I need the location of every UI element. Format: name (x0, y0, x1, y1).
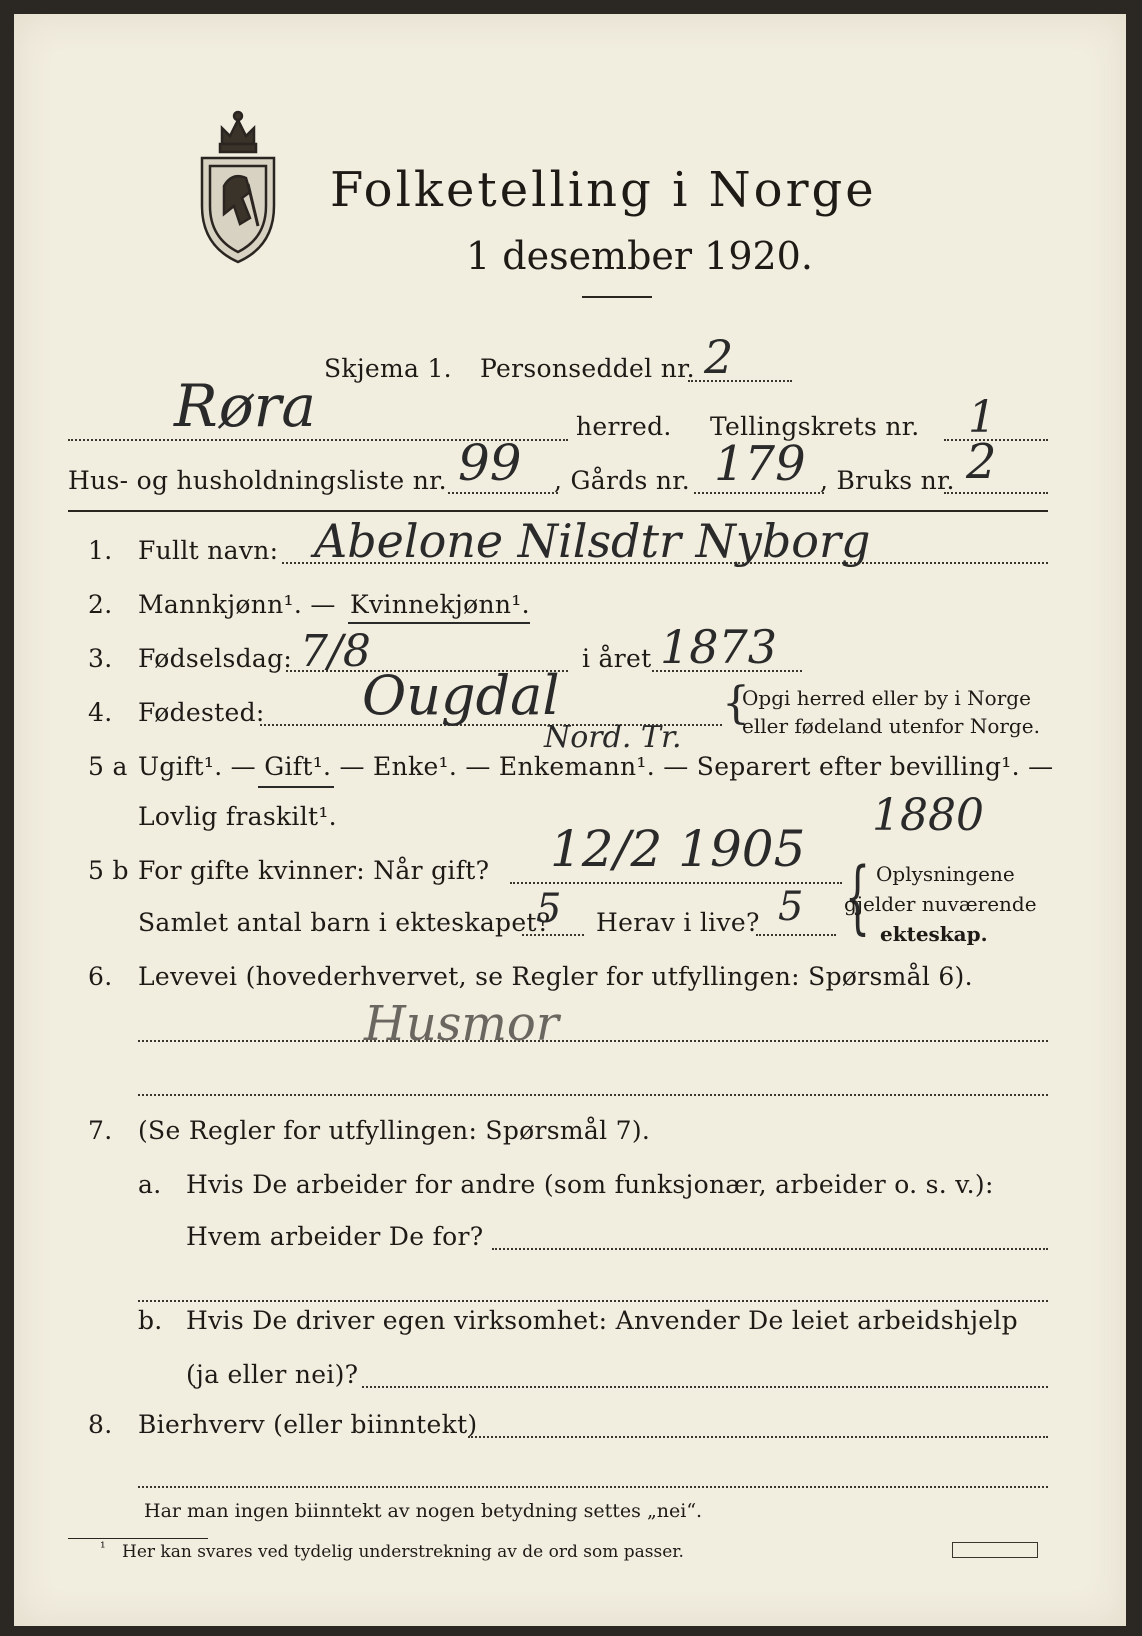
occupation-field[interactable] (138, 1040, 1048, 1042)
birthplace-brace: { (722, 678, 750, 729)
employer-label: Hvem arbeider De for? (186, 1222, 484, 1251)
q2-number: 2. (88, 590, 113, 619)
female-underline (348, 622, 530, 624)
header-rule (68, 510, 1048, 512)
occupation-field-2[interactable] (138, 1094, 1048, 1096)
q7-number: 7. (88, 1116, 113, 1145)
side-income-field[interactable] (468, 1436, 1048, 1438)
herred-label: herred. (576, 412, 672, 441)
birthday-value: 7/8 (300, 626, 371, 677)
footnote-rule (68, 1538, 208, 1539)
year-label: i året (582, 644, 652, 673)
option-male[interactable]: Mannkjønn¹. — (138, 590, 336, 619)
personseddel-value: 2 (704, 330, 734, 384)
gards-field[interactable] (694, 492, 824, 494)
footnote-text: Her kan svares ved tydelig understrekning av de ord som passer. (122, 1542, 684, 1562)
birthplace-note-1: Opgi herred eller by i Norge (742, 686, 1031, 710)
alive-field[interactable] (756, 934, 836, 936)
q8-number: 8. (88, 1410, 113, 1439)
footnote-marker: ¹ (100, 1540, 106, 1556)
printer-mark (952, 1542, 1038, 1558)
q7a-letter: a. (138, 1170, 162, 1199)
q5a-number: 5 a (88, 752, 128, 781)
alive-label: Herav i live? (596, 908, 760, 937)
marriage-note-1: Oplysningene (876, 862, 1015, 886)
husliste-field[interactable] (448, 492, 558, 494)
side-income-label: Bierhverv (eller biinntekt) (138, 1410, 478, 1439)
married-underline (258, 786, 334, 788)
children-value: 5 (536, 886, 562, 932)
employer-field-2[interactable] (138, 1300, 1048, 1302)
hired-help-field[interactable] (362, 1386, 1048, 1388)
marriage-note-3: ekteskap. (880, 922, 988, 946)
extra-year-value: 1880 (872, 790, 984, 841)
husliste-label: Hus- og husholdningsliste nr. (68, 466, 447, 495)
employer-field[interactable] (492, 1248, 1048, 1250)
birthplace-county: Nord. Tr. (544, 720, 682, 755)
children-field[interactable] (522, 934, 584, 936)
full-name-value: Abelone Nilsdtr Nyborg (314, 514, 871, 568)
birthplace-value: Ougdal (362, 664, 560, 727)
alive-value: 5 (778, 884, 804, 930)
q7a-text: Hvis De arbeider for andre (som funksjonær, arbeider o. s. v.): (186, 1170, 994, 1199)
q1-label: Fullt navn: (138, 536, 279, 565)
personseddel-label: Personseddel nr. (480, 354, 695, 383)
tellingskrets-label: Tellingskrets nr. (710, 412, 920, 441)
q5b-number: 5 b (88, 856, 129, 885)
footer-note: Har man ingen biinntekt av nogen betydning settes „nei“. (144, 1500, 703, 1522)
marital-options[interactable]: Ugift¹. — Gift¹. — Enke¹. — Enkemann¹. — Separert efter bevilling¹. — (138, 752, 1054, 781)
married-date-value: 12/2 1905 (550, 820, 806, 878)
q7-label: (Se Regler for utfyllingen: Spørsmål 7). (138, 1116, 651, 1145)
q6-number: 6. (88, 962, 113, 991)
option-female[interactable]: Kvinnekjønn¹. (350, 590, 530, 619)
title-divider (582, 296, 652, 298)
side-income-field-2[interactable] (138, 1486, 1048, 1488)
q4-label: Fødested: (138, 698, 265, 727)
birthplace-note-2: eller fødeland utenfor Norge. (742, 714, 1040, 738)
bruks-field[interactable] (944, 492, 1048, 494)
tellingskrets-value: 1 (968, 392, 996, 443)
bruks-value: 2 (966, 434, 997, 490)
occupation-value: Husmor (364, 996, 559, 1052)
q7b-letter: b. (138, 1306, 163, 1335)
hired-help-label: (ja eller nei)? (186, 1360, 359, 1389)
occupation-label: Levevei (hovederhvervet, se Regler for utfyllingen: Spørsmål 6). (138, 962, 973, 991)
q4-number: 4. (88, 698, 113, 727)
bruks-label: , Bruks nr. (820, 466, 955, 495)
form-title: Folketelling i Norge (330, 162, 877, 218)
gards-value: 179 (714, 436, 806, 492)
marital-option-divorced[interactable]: Lovlig fraskilt¹. (138, 802, 337, 831)
q3-number: 3. (88, 644, 113, 673)
schema-label: Skjema 1. (324, 354, 452, 383)
herred-value: Røra (174, 372, 316, 440)
form-date: 1 desember 1920. (466, 234, 813, 278)
children-label: Samlet antal barn i ekteskapet? (138, 908, 551, 937)
q1-number: 1. (88, 536, 113, 565)
q7b-text: Hvis De driver egen virksomhet: Anvender De leiet arbeidshjelp (186, 1306, 1018, 1335)
gards-label: , Gårds nr. (554, 466, 691, 495)
census-form (14, 14, 1126, 1626)
husliste-value: 99 (458, 434, 522, 492)
coat-of-arms-icon (192, 106, 284, 266)
birth-year-value: 1873 (660, 620, 778, 674)
marriage-note-brace: { (844, 850, 871, 943)
marriage-note-2: gjelder nuværende (844, 892, 1037, 916)
q3-label: Fødselsdag: (138, 644, 293, 673)
married-date-label: For gifte kvinner: Når gift? (138, 856, 490, 885)
